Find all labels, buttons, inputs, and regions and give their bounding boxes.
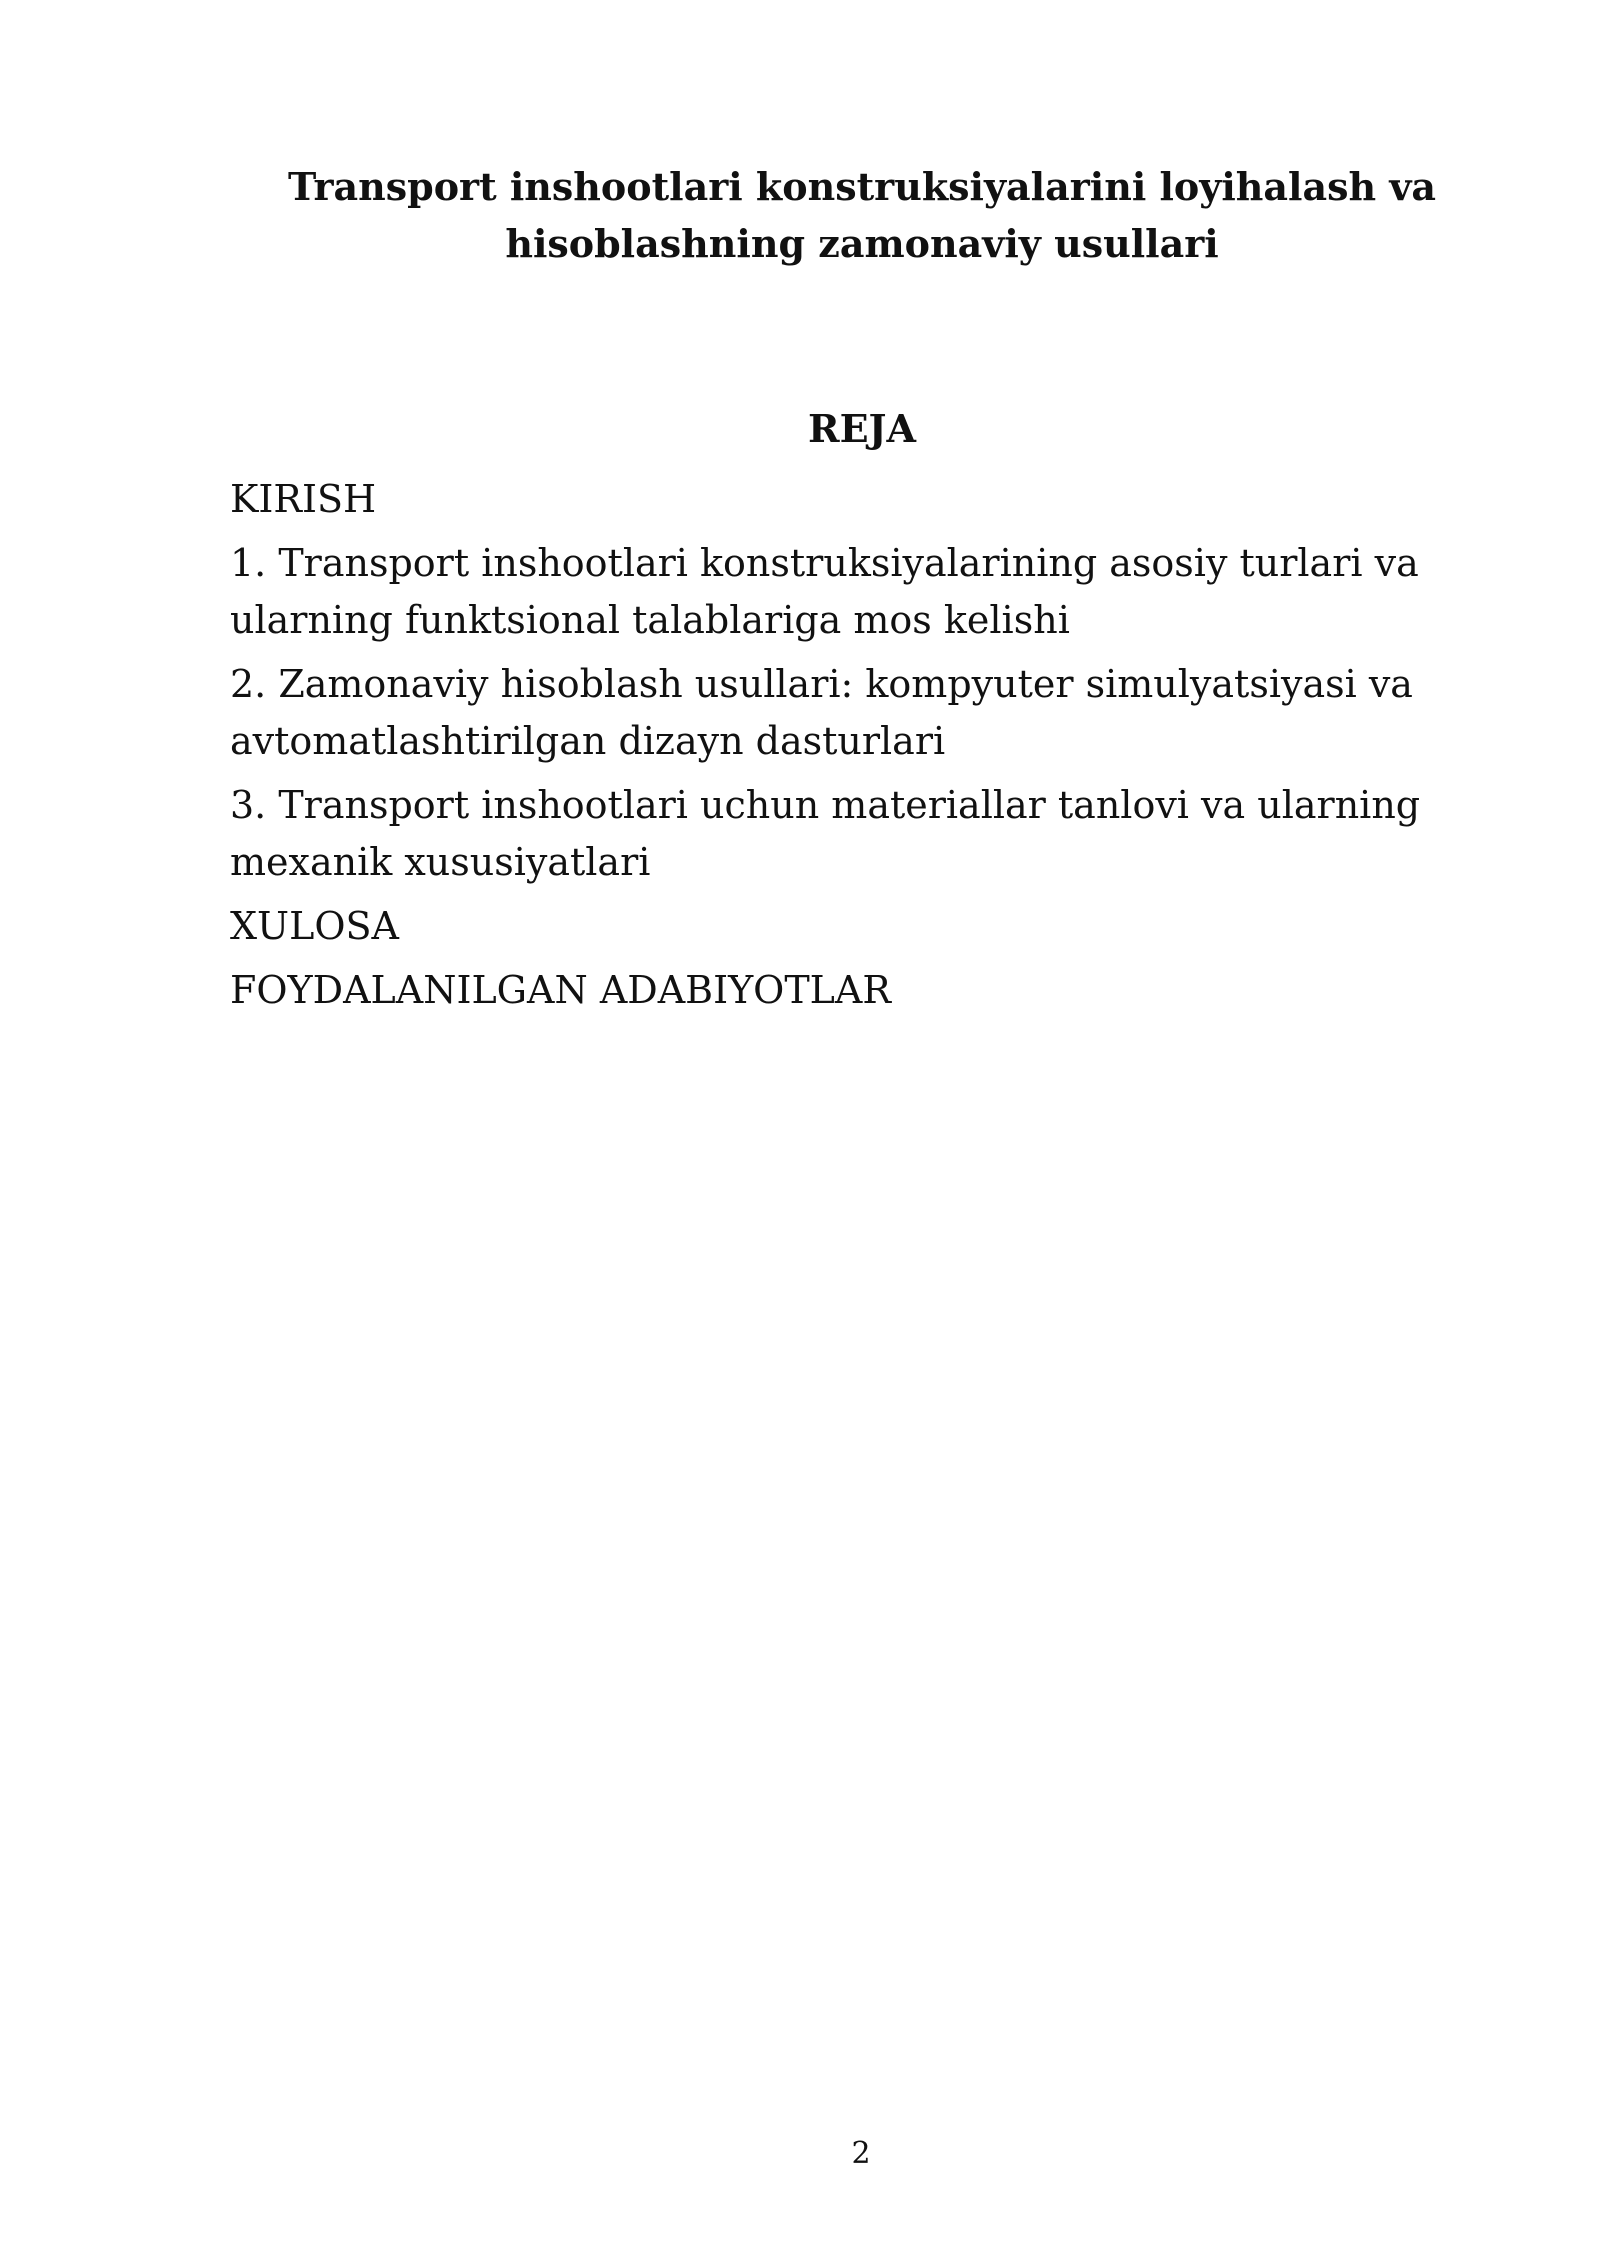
document-title-line-1: Transport inshootlari konstruksiyalarini loyihalash va	[287, 164, 1437, 209]
plan-heading: REJA	[807, 406, 916, 451]
plan-item-1: 1. Transport inshootlari konstruksiyalarining asosiy turlari va ularning funktsional talablariga mos kelishi	[230, 541, 1419, 642]
document-title	[230, 158, 1494, 272]
plan-item-conclusion: XULOSA	[230, 904, 399, 948]
plan-list	[230, 471, 1480, 1026]
plan-item-references: FOYDALANILGAN ADABIYOTLAR	[230, 968, 891, 1012]
page-number: 2	[851, 2136, 871, 2171]
plan-item-3: 3. Transport inshootlari uchun materiallar tanlovi va ularning mexanik xususiyatlari	[230, 783, 1421, 884]
document-title-line-2: hisoblashning zamonaviy usullari	[505, 221, 1219, 266]
plan-item-2: 2. Zamonaviy hisoblash usullari: kompyuter simulyatsiyasi va avtomatlashtirilgan dizayn dasturlari	[230, 662, 1413, 763]
plan-item-introduction: KIRISH	[230, 477, 377, 521]
